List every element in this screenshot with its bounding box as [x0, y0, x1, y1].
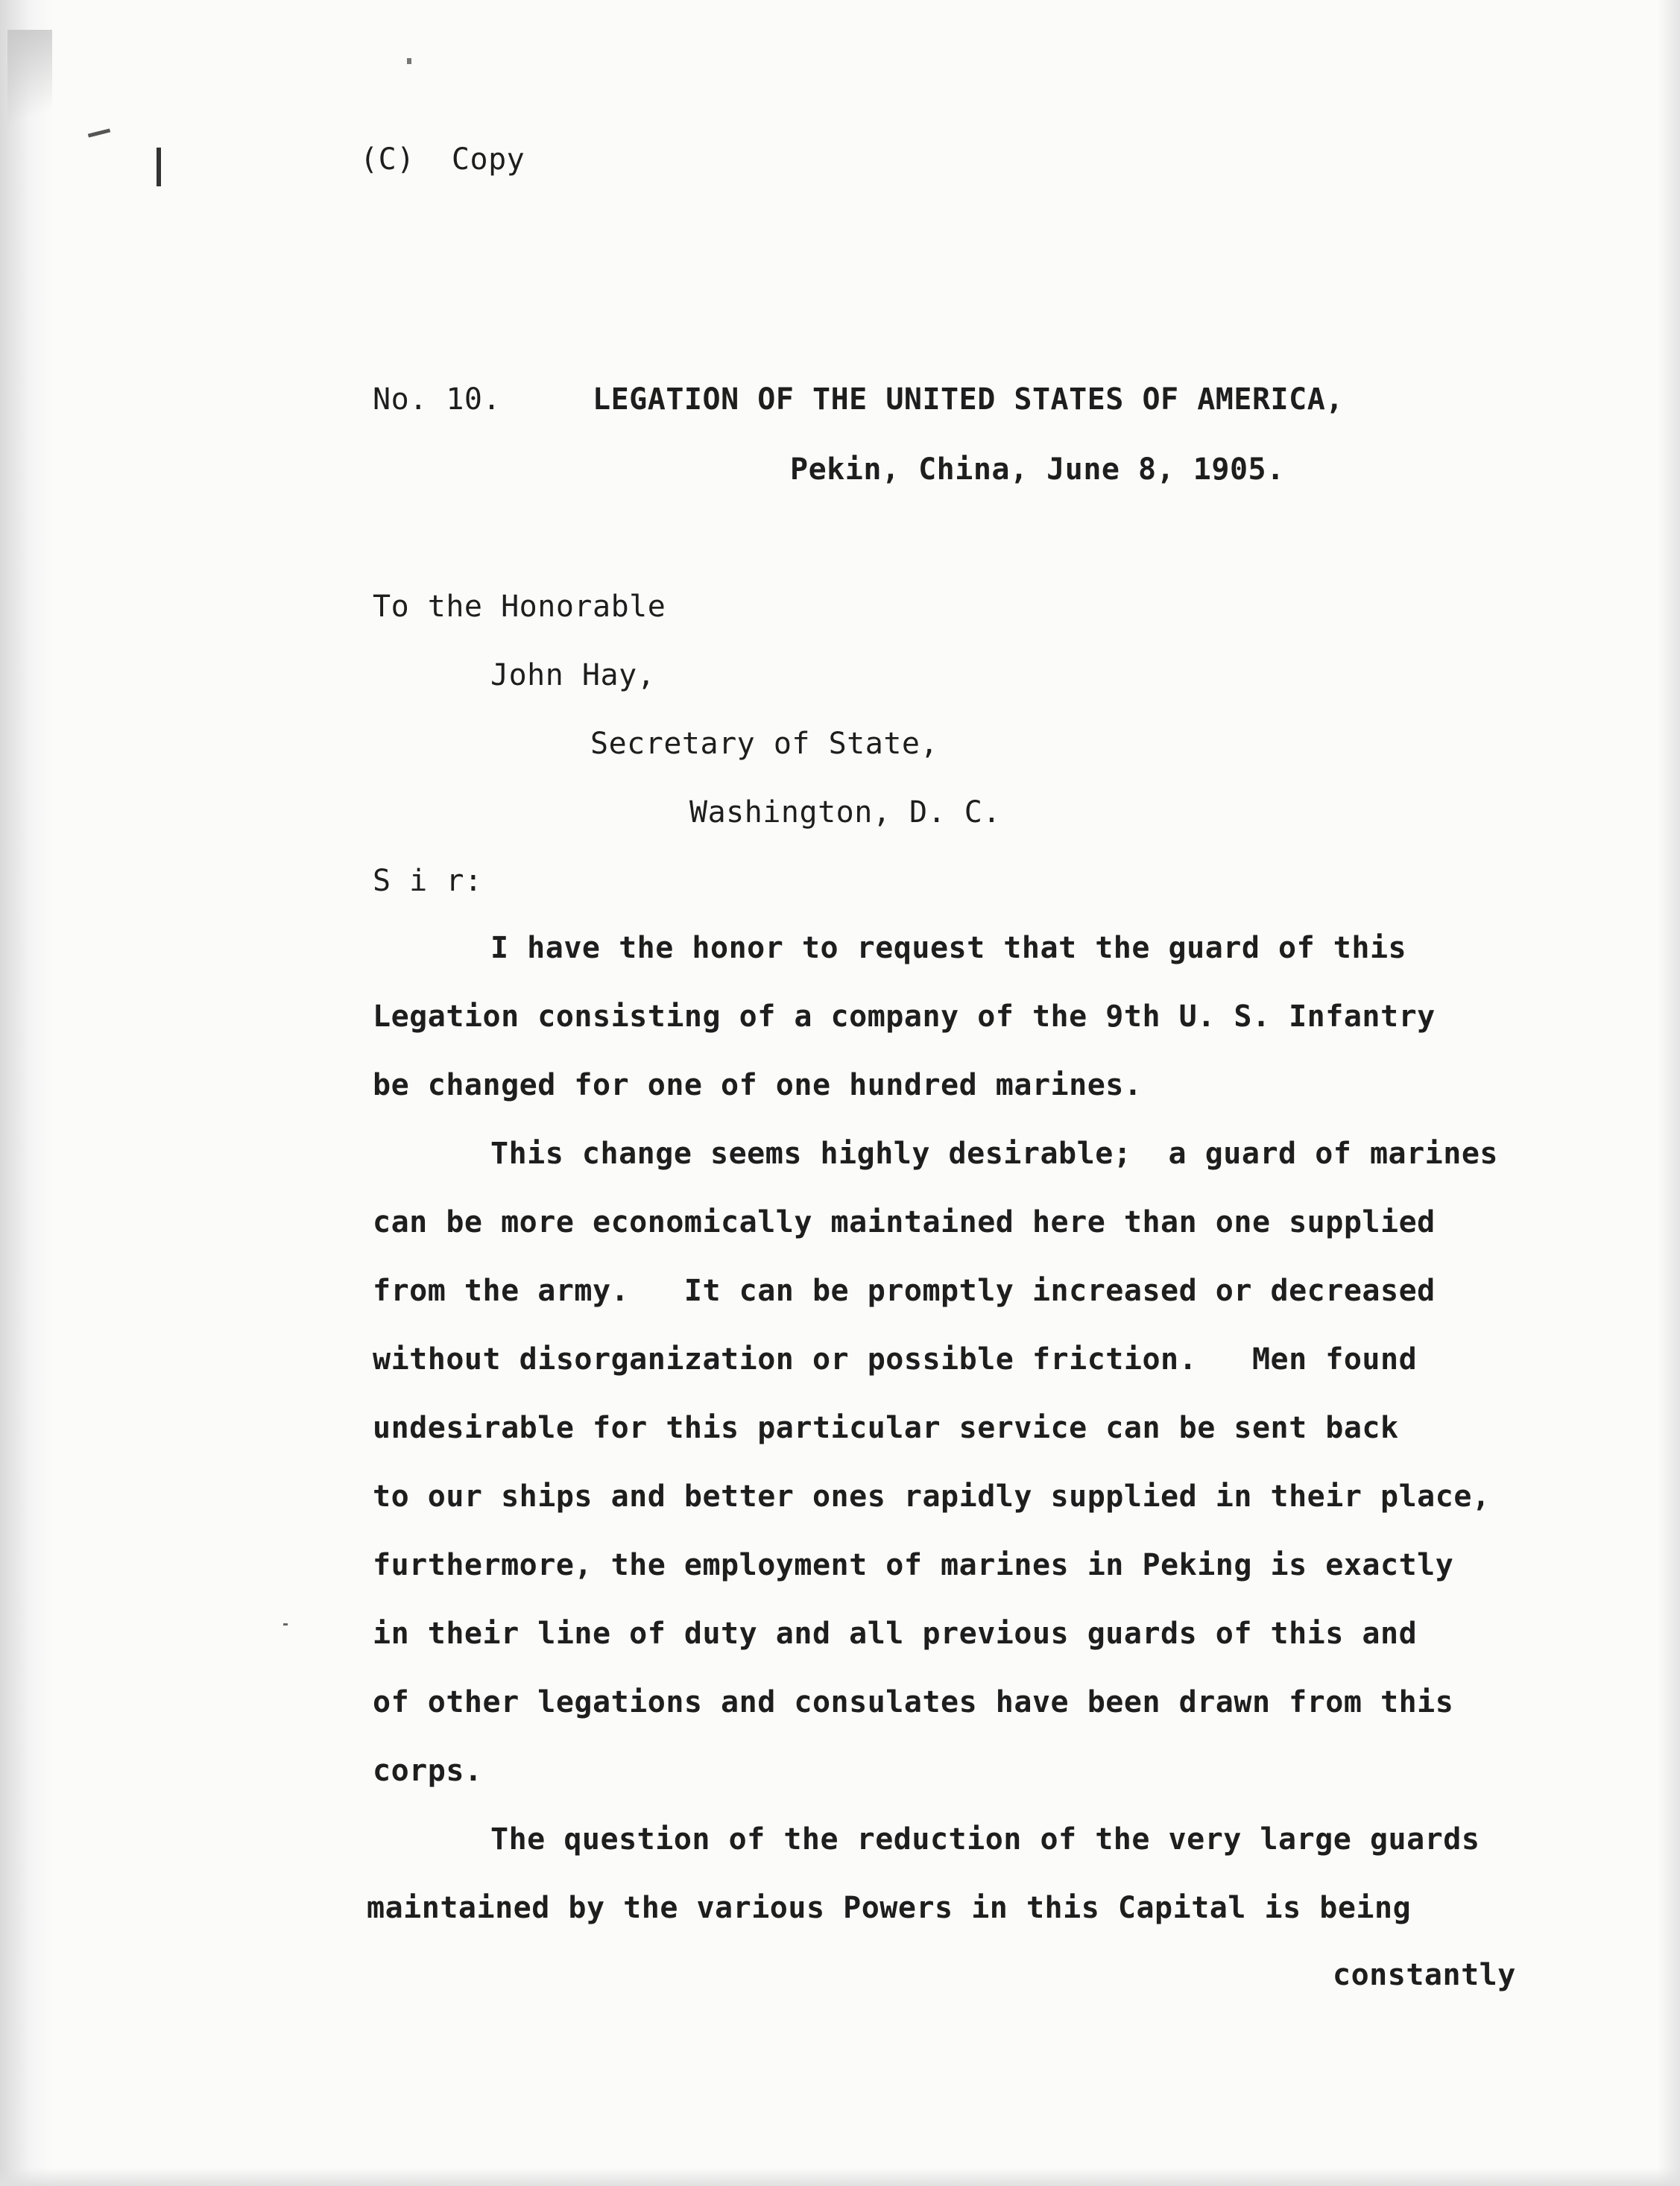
address-line-3: Secretary of State, [590, 727, 939, 761]
body-line: from the army. It can be promptly increased or decreased [373, 1274, 1436, 1308]
body-line: can be more economically maintained here than one supplied [373, 1205, 1436, 1239]
body-line: The question of the reduction of the very large guards [490, 1822, 1480, 1857]
stray-mark [88, 128, 110, 137]
body-line: undesirable for this particular service can be sent back [373, 1411, 1399, 1445]
stray-mark [157, 148, 161, 186]
letter-number: No. 10. [373, 382, 502, 417]
address-line-2: John Hay, [490, 658, 656, 692]
body-line: corps. [373, 1754, 483, 1788]
body-line: be changed for one of one hundred marines. [373, 1068, 1143, 1102]
legation-heading: LEGATION OF THE UNITED STATES OF AMERICA, [593, 382, 1344, 417]
place-date: Pekin, China, June 8, 1905. [790, 452, 1285, 487]
copy-label: (C) Copy [360, 142, 525, 177]
body-line: furthermore, the employment of marines in Peking is exactly [373, 1548, 1454, 1582]
body-line: This change seems highly desirable; a guard of marines [490, 1137, 1499, 1171]
body-line: without disorganization or possible friction. Men found [373, 1342, 1418, 1377]
body-line: to our ships and better ones rapidly supplied in their place, [373, 1479, 1491, 1514]
scan-edge-right [1658, 0, 1680, 2186]
stray-mark [283, 1623, 288, 1626]
catchword: constantly [1333, 1958, 1516, 1992]
body-line: Legation consisting of a company of the 9th U. S. Infantry [373, 999, 1436, 1034]
body-line: maintained by the various Powers in this Capital is being [367, 1891, 1412, 1925]
address-line-4: Washington, D. C. [689, 795, 1001, 830]
address-line-1: To the Honorable [373, 590, 666, 624]
body-line: I have the honor to request that the guard of this [490, 931, 1407, 965]
body-line: in their line of duty and all previous guards of this and [373, 1617, 1418, 1651]
scan-edge-bottom [0, 2168, 1680, 2186]
scan-corner-shadow [7, 30, 52, 134]
scan-edge-left [0, 0, 52, 2186]
stray-mark [407, 58, 411, 64]
salutation: S i r: [373, 864, 483, 898]
body-line: of other legations and consulates have been drawn from this [373, 1685, 1454, 1719]
